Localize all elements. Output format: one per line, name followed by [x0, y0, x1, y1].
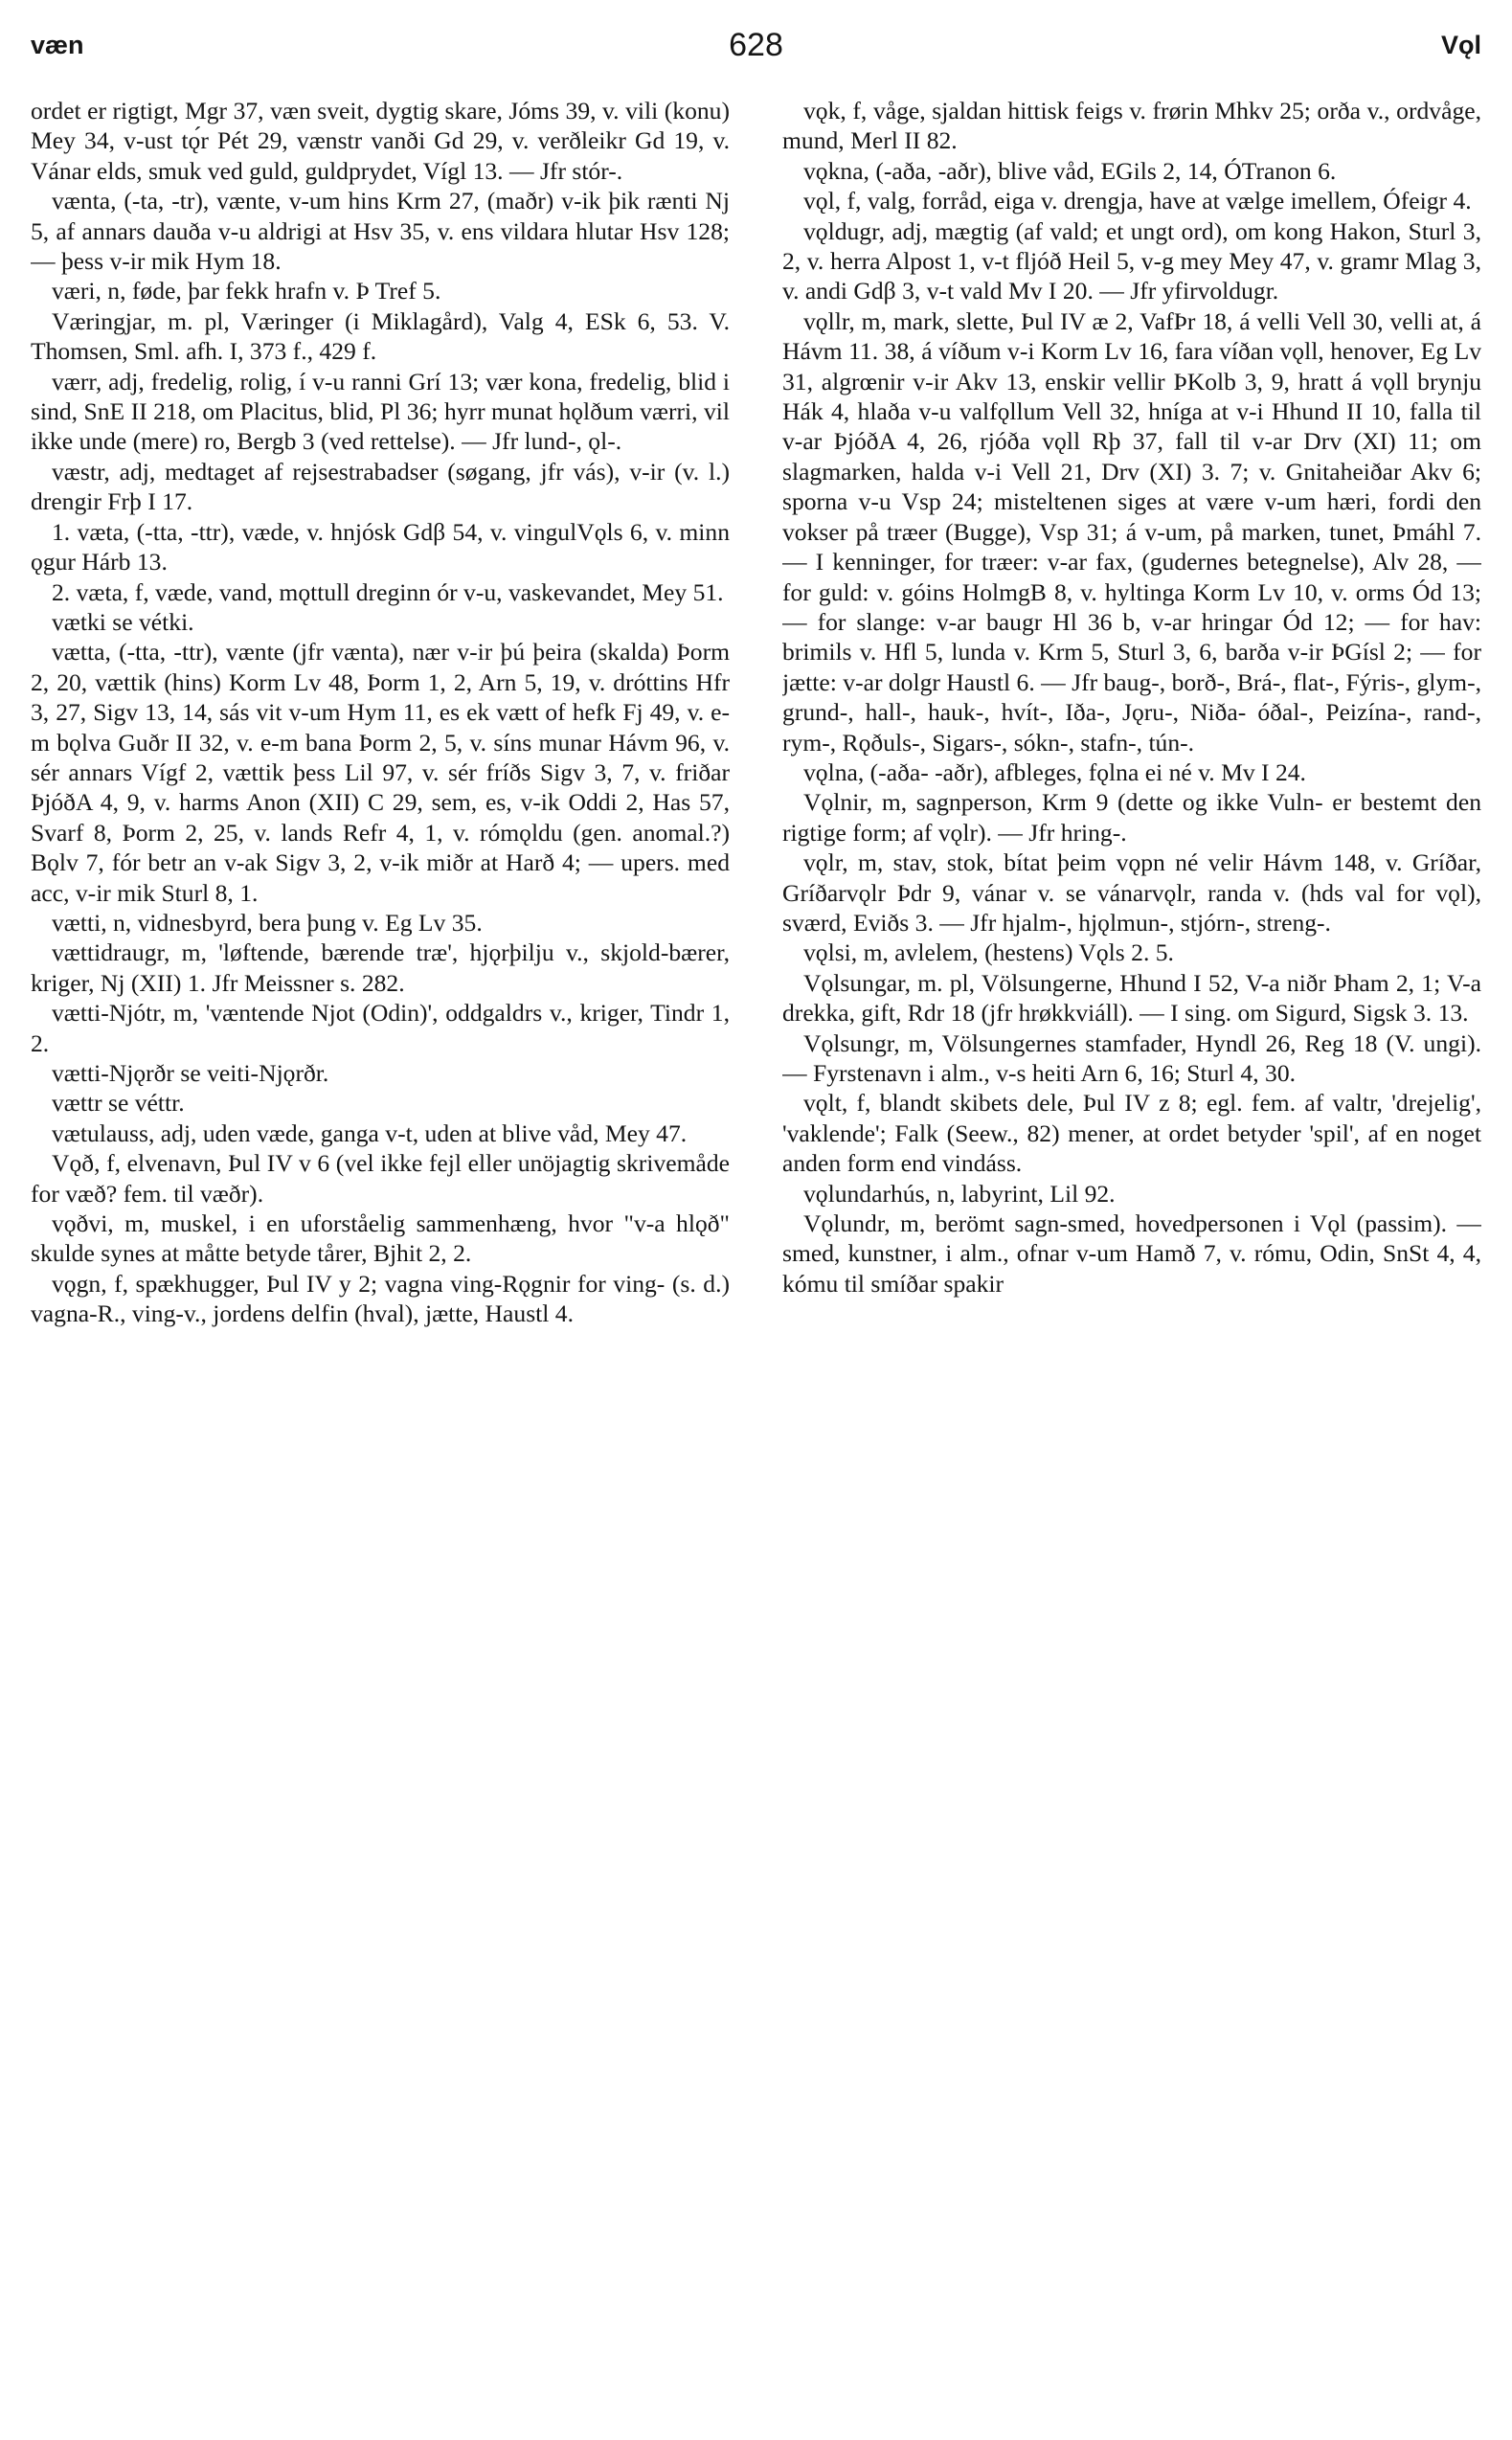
- dictionary-entry: væstr, adj, medtaget af rejsestrabadser (søgang, jfr vás), v-ir (v. l.) drengir Frþ I 17.: [31, 457, 730, 516]
- dictionary-entry: vættidraugr, m, 'løftende, bærende træ', hjǫrþilju v., skjold-bærer, kriger, Nj (XII) 1. Jfr Meissner s. 282.: [31, 938, 730, 997]
- dictionary-entry: vǫlna, (-aða- -aðr), afbleges, fǫlna ei né v. Mv I 24.: [803, 757, 1306, 786]
- dictionary-entry: vǫgn, f, spækhugger, Þul IV y 2; vagna ving-Rǫgnir for ving- (s. d.) vagna-R., ving-v., jordens delfin (hval), jætte, Haustl 4.: [31, 1269, 730, 1328]
- dictionary-entry: vǫldugr, adj, mægtig (af vald; et ungt ord), om kong Hakon, Sturl 3, 2, v. herra Alpost 1, v-t fljóð Heil 5, v-g mey Mey 47, v. gramr Mlag 3, v. andi Gdβ 3, v-t vald Mv I 20. — Jfr yfirvoldugr.: [782, 216, 1481, 305]
- dictionary-entry: vætta, (-tta, -ttr), vænte (jfr vænta), nær v-ir þú þeira (skalda) Þorm 2, 20, vættik (hins) Korm Lv 48, Þorm 1, 2, Arn 5, 19, v. dróttins Hfr 3, 27, Sigv 13, 14, sás vit v-um Hym 11, es ek vætt of hefk Fj 49, v. e-m bǫlva Guðr II 32, v. e-m bana Þorm 2, 5, v. síns munar Hávm 96, v. sér annars Vígf 2, vættik þess Lil 97, v. sér fríðs Sigv 3, 7, v. friðar ÞjóðA 4, 9, v. harms Anon (XII) C 29, sem, es, v-ik Oddi 2, Has 57, Svarf 8, Þorm 2, 25, v. lands Refr 4, 1, v. rómǫldu (gen. anomal.?) Bǫlv 7, fór betr an v-ak Sigv 3, 2, v-ik miðr at Harð 4; — upers. med acc, v-ir mik Sturl 8, 1.: [31, 638, 730, 907]
- dictionary-entry: vǫlt, f, blandt skibets dele, Þul IV z 8; egl. fem. af valtr, 'drejelig', 'vaklende'; Falk (Seew., 82) mener, at ordet betyder 'spil', af en noget anden form end vindáss.: [782, 1089, 1481, 1178]
- dictionary-entry: vættr se véttr.: [52, 1089, 185, 1118]
- dictionary-entry: Vǫlsungr, m, Völsungernes stamfader, Hyndl 26, Reg 18 (V. ungi). — Fyrstenavn i alm., v-s heiti Arn 6, 16; Sturl 4, 30.: [782, 1028, 1481, 1087]
- left-running-headword: væn: [31, 31, 84, 59]
- right-column: [782, 96, 1481, 2423]
- dictionary-entry: 1. væta, (-tta, -ttr), væde, v. hnjósk Gdβ 54, v. vingulVǫls 6, v. minn ǫgur Hárb 13.: [31, 517, 730, 576]
- dictionary-entry: Vǫlsungar, m. pl, Völsungerne, Hhund I 52, V-a niðr Þham 2, 1; V-a drekka, gift, Rdr 18 (jfr hrøkkviáll). — I sing. om Sigurd, Sigsk 3. 13.: [782, 968, 1481, 1028]
- dictionary-entry: 2. væta, f, væde, vand, mǫttull dreginn ór v-u, vaskevandet, Mey 51.: [52, 577, 724, 606]
- dictionary-entry: Vǫlundr, m, berömt sagn-smed, hovedpersonen i Vǫl (passim). — smed, kunstner, i alm., ofnar v-um Hamð 7, v. rómu, Odin, SnSt 4, 4, kómu til smíðar spakir: [782, 1209, 1481, 1298]
- dictionary-entry: vǫkna, (-aða, -aðr), blive våd, EGils 2, 14, ÓTranon 6.: [803, 156, 1337, 185]
- dictionary-entry: vǫlsi, m, avlelem, (hestens) Vǫls 2. 5.: [803, 938, 1174, 967]
- dictionary-entry: vætti-Njǫrðr se veiti-Njǫrðr.: [52, 1059, 329, 1087]
- dictionary-entry: vǫlundarhús, n, labyrint, Lil 92.: [803, 1179, 1116, 1208]
- dictionary-columns: [31, 96, 1481, 2423]
- dictionary-entry: Vǫlnir, m, sagnperson, Krm 9 (dette og ikke Vuln- er bestemt den rigtige form; af vǫlr). — Jfr hring-.: [782, 788, 1481, 847]
- dictionary-entry: vætti-Njótr, m, 'væntende Njot (Odin)', oddgaldrs v., kriger, Tindr 1, 2.: [31, 999, 730, 1057]
- dictionary-entry: værr, adj, fredelig, rolig, í v-u ranni Grí 13; vær kona, fredelig, blid i sind, SnE II 218, om Placitus, blid, Pl 36; hyrr munat hǫlðum værri, vil ikke unde (mere) ro, Bergb 3 (ved rettelse). — Jfr lund-, ǫl-.: [31, 367, 730, 456]
- dictionary-entry: vætulauss, adj, uden væde, ganga v-t, uden at blive våd, Mey 47.: [52, 1118, 688, 1147]
- dictionary-entry: Vǫð, f, elvenavn, Þul IV v 6 (vel ikke fejl eller unöjagtig skrivemåde for væð? fem. til væðr).: [31, 1149, 730, 1208]
- dictionary-entry: Væringjar, m. pl, Væringer (i Miklagård), Valg 4, ESk 6, 53. V. Thomsen, Sml. afh. I, 373 f., 429 f.: [31, 306, 730, 366]
- dictionary-entry: vǫllr, m, mark, slette, Þul IV æ 2, VafÞr 18, á velli Vell 30, velli at, á Hávm 11. 38, á víðum v-i Korm Lv 16, fara víðan vǫll, henover, Eg Lv 31, algrœnir v-ir Akv 13, enskir vellir ÞKolb 3, 9, hratt á vǫll brynju Hák 4, hlaða v-u valfǫllum Vell 32, hníga at v-i Hhund II 10, falla til v-ar ÞjóðA 4, 26, rjóða vǫll Rþ 37, fall til v-ar Drv (XI) 11; om slagmarken, halda v-i Vell 21, Drv (XI) 3. 7; v. Gnitaheiðar Akv 6; sporna v-u Vsp 24; misteltenen siges at være v-um hæri, fordi den vokser på træer (Bugge), Vsp 31; á v-um, på marken, tunet, Þmáhl 7. — I kenninger, for træer: v-ar fax, (gudernes betegnelse), Alv 28, — for guld: v. góins HolmgB 8, v. hyltinga Korm Lv 10, v. orms Ód 13; — for slange: v-ar baugr Hl 36 b, v-ar hringar Ód 12; — for hav: brimils v. Hfl 5, lunda v. Krm 5, Sturl 3, 6, barða v-ir ÞGísl 2; — for jætte: v-ar dolgr Haustl 6. — Jfr baug-, borð-, Brá-, flat-, Fýris-, glym-, grund-, hall-, hauk-, hvít-, Iða-, Jǫru-, Niða- óðal-, Peizína-, rand-, rym-, Rǫðuls-, Sigars-, sókn-, stafn-, tún-.: [782, 306, 1481, 757]
- dictionary-entry: vænta, (-ta, -tr), vænte, v-um hins Krm 27, (maðr) v-ik þik rænti Nj 5, af annars dauða v-u aldrigi at Hsv 35, v. ens vildara hlutar Hsv 128; — þess v-ir mik Hym 18.: [31, 187, 730, 276]
- dictionary-entry: ordet er rigtigt, Mgr 37, væn sveit, dygtig skare, Jóms 39, v. vili (konu) Mey 34, v-ust tǫ́r Pét 29, vænstr vanði Gd 29, v. verðleikr Gd 19, v. Vánar elds, smuk ved guld, guldprydet, Vígl 13. — Jfr stór-.: [31, 97, 730, 185]
- page-header: [31, 21, 1481, 79]
- dictionary-entry: vǫðvi, m, muskel, i en uforståelig sammenhæng, hvor "v-a hlǫð" skulde synes at måtte betyde tårer, Bjhit 2, 2.: [31, 1209, 730, 1268]
- dictionary-entry: vætti, n, vidnesbyrd, bera þung v. Eg Lv 35.: [52, 908, 483, 937]
- dictionary-entry: væri, n, føde, þar fekk hrafn v. Þ Tref 5.: [52, 277, 441, 305]
- page-number: 628: [729, 27, 783, 63]
- dictionary-entry: vǫk, f, våge, sjaldan hittisk feigs v. frørin Mhkv 25; orða v., ordvåge, mund, Merl II 82.: [782, 97, 1481, 155]
- dictionary-entry: vǫlr, m, stav, stok, bítat þeim vǫpn né velir Hávm 148, v. Gríðar, Gríðarvǫlr Þdr 9, vánar v. se vánarvǫlr, randa v. (hds val for vǫl), sværd, Eviðs 3. — Jfr hjalm-, hjǫlmun-, stjórn-, streng-.: [782, 848, 1481, 937]
- dictionary-entry: vǫl, f, valg, forråd, eiga v. drengja, have at vælge imellem, Ófeigr 4.: [803, 187, 1472, 215]
- left-column: [31, 96, 730, 2423]
- dictionary-entry: vætki se vétki.: [52, 607, 194, 636]
- right-running-headword: Vǫl: [1440, 31, 1481, 59]
